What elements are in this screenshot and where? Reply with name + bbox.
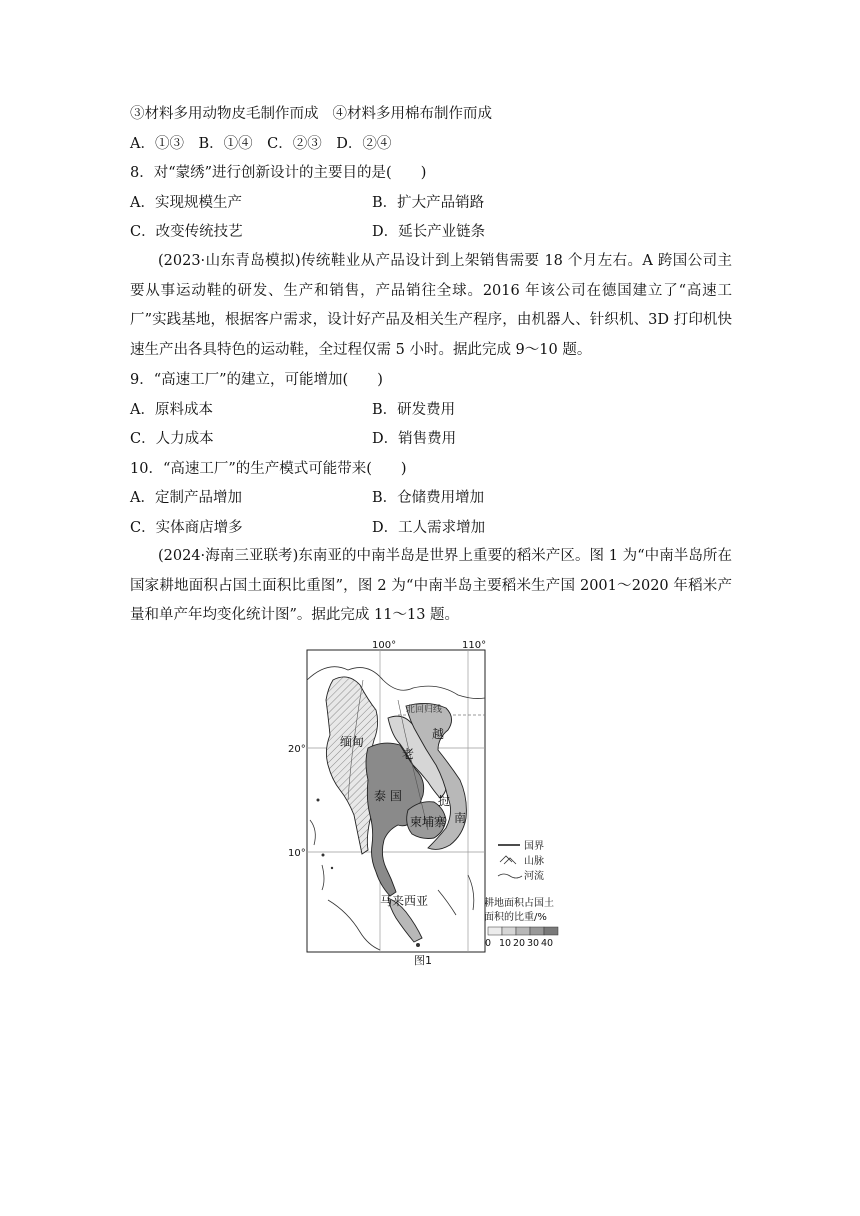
legend-tick-0: 0: [485, 938, 492, 949]
legend-tick-3: 30: [527, 938, 540, 949]
legend-shade-2: [516, 927, 530, 935]
q10-option-c: C．实体商店增多: [130, 520, 243, 536]
legend-shade-4: [544, 927, 558, 935]
lat-20-label: 20°: [288, 744, 306, 755]
legend-mountain-symbol: [500, 856, 516, 864]
q9-option-d: D．销售费用: [372, 431, 457, 447]
legend-shade-0: [488, 927, 502, 935]
label-vietnam-1: 越: [432, 727, 445, 741]
legend-ratio-title-1: 耕地面积占国土: [484, 898, 554, 909]
label-laos-2: 挝: [438, 794, 451, 808]
q8-option-c: C．改变传统技艺: [130, 224, 243, 240]
map-svg: [288, 640, 578, 970]
q8-option-d: D．延长产业链条: [372, 224, 486, 240]
q7-option-line: [130, 104, 492, 124]
q8-option-a: A．实现规模生产: [130, 195, 242, 211]
legend-shade-3: [530, 927, 544, 935]
q10-stem: 10．“高速工厂”的生产模式可能带来( ): [130, 461, 407, 477]
tropic-label: 北回归线: [406, 705, 443, 715]
label-cambodia: 柬埔寨: [410, 815, 447, 829]
q7-choices: A．①③ B．①④ C．②③ D．②④: [130, 136, 392, 152]
passage-1-text: (2023·山东青岛模拟)传统鞋业从产品设计到上架销售需要 18 个月左右。A 跨国公司主要从事运动鞋的研发、生产和销售，产品销往全球。2016 年该公司在德国建立了“高速工厂”实践基地，根据客户需求，设计好产品及相关生产程序，由机器人、针织机、3D 打印机快速生产出各具特色的运动鞋，全过程仅需 5 小时。据此完成 9～10 题。: [130, 253, 732, 358]
passage-2-text: (2024·海南三亚联考)东南亚的中南半岛是世界上重要的稻米产区。图 1 为“中南半岛所在国家耕地面积占国土面积比重图”，图 2 为“中南半岛主要稻米生产国 2001～2020 年稻米产量和单产年均变化统计图”。据此完成 11～13 题。: [130, 548, 732, 623]
q8-stem: 8．对“蒙绣”进行创新设计的主要目的是( ): [130, 165, 427, 181]
q10-option-a: A．定制产品增加: [130, 490, 242, 506]
legend-ratio-ticks: [485, 938, 553, 949]
lon-100-label: 100°: [372, 640, 397, 651]
lon-110-label: 110°: [462, 640, 487, 651]
legend-tick-2: 20: [513, 938, 526, 949]
legend-border-label: 国界: [524, 841, 544, 852]
label-malaysia: 马来西亚: [380, 894, 429, 908]
legend-shade-1: [502, 927, 516, 935]
legend-river-label: 河流: [524, 871, 544, 882]
q9-stem: 9．“高速工厂”的建立，可能增加( ): [130, 372, 383, 388]
q9-option-c: C．人力成本: [130, 431, 214, 447]
q10-option-d: D．工人需求增加: [372, 520, 486, 536]
legend-ratio-bar: [488, 927, 558, 935]
legend-ratio-title-2: 面积的比重/%: [484, 912, 547, 923]
label-laos: 老: [402, 747, 415, 761]
passage-2: [130, 542, 732, 631]
label-myanmar: 缅甸: [340, 735, 365, 749]
figure-caption: 图1: [414, 954, 432, 967]
label-thailand: 泰 国: [374, 789, 402, 803]
q9-option-a: A．原料成本: [130, 402, 213, 418]
legend-tick-4: 40: [541, 938, 554, 949]
legend-mountain-label: 山脉: [524, 856, 544, 867]
q7-option-3: ③材料多用动物皮毛制作而成: [130, 106, 319, 122]
q8-option-b: B．扩大产品销路: [372, 195, 485, 211]
q10-option-b: B．仓储费用增加: [372, 490, 485, 506]
q7-option-4: ④材料多用棉布制作而成: [332, 106, 492, 122]
indochina-farmland-map: [288, 640, 578, 970]
lat-10-label: 10°: [288, 848, 306, 859]
legend-tick-1: 10: [499, 938, 512, 949]
legend-river-symbol: [498, 874, 522, 878]
passage-1: [130, 247, 732, 365]
label-vietnam-2: 南: [454, 811, 467, 825]
q9-option-b: B．研发费用: [372, 402, 456, 418]
